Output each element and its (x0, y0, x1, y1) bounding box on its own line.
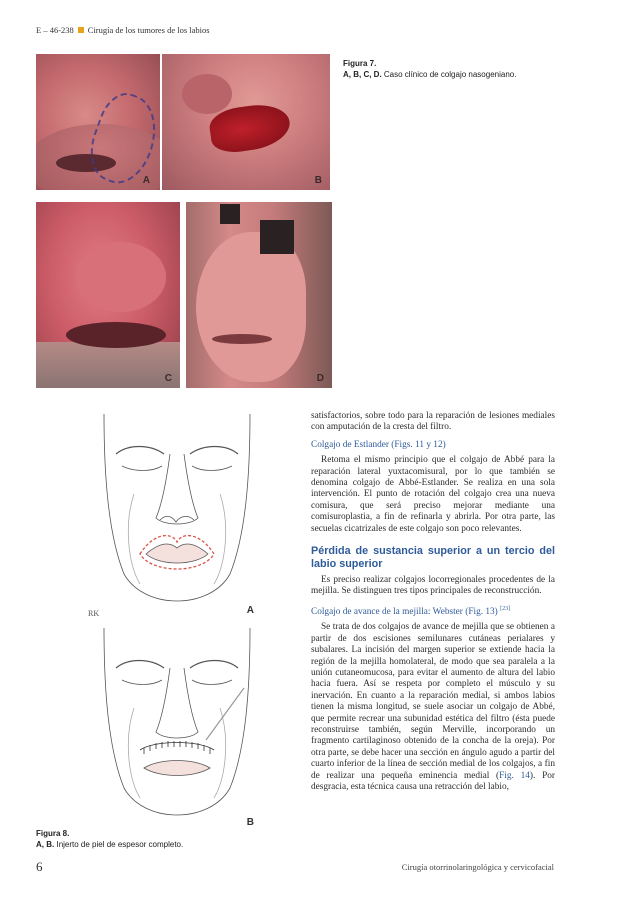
subheading-webster-text: Colgajo de avance de la mejilla: Webster (Fig. 13) (311, 606, 498, 617)
book-title: Cirugía otorrinolaringológica y cervicofacial (401, 862, 554, 872)
body-paragraph-4-part-a: Se trata de dos colgajos de avance de mejilla que se obtienen a partir de dos escisiones semilunares cutáneas perialares y subalares. La incisión del margen superior se extiende hacia la región de la mejilla homolateral, de modo que sea paralela a la unión cutaneomucosa, para evitar el aumento de altura del labio hacia fuera. Así se respeta por completo el músculo y su inervación. En cuanto a la reparación medial, si ambos labios tienen la misma longitud, se suele asociar un colgajo de Abbé, que permite recrear una subunidad estética del filtro (ésta puede reconstruirse también, según Merville, incorporando un fragmento cartilaginoso obtenido de la concha de la oreja). Por otra parte, se debe hacer una sección en ángulo agudo a partir del cuarto inferior de la línea de sección medial de los colgajos, a fin de realizar una pequeña eminencia medial ( (311, 622, 555, 781)
body-paragraph-4 (311, 622, 555, 793)
face-drawing-a (94, 414, 260, 620)
section-heading: Pérdida de sustancia superior a un tercio del labio superior (311, 545, 555, 571)
body-paragraph-2: Retoma el mismo principio que el colgajo de Abbé para la reparación lateral yuxtacomisural, por lo que también se denomina colgajo de Abbé-Estlander. Se realiza en una sola intervención. El punto de rotación del colgajo crea una nueva comisura, que será preciso mejorar mediante una comisuroplastia, a fin de refinarla y abrirla. Por otra parte, las secuelas cicatrizales de este colgajo son poco relevantes. (311, 455, 555, 534)
subheading-webster (311, 604, 555, 619)
figure-14-link[interactable]: Fig. 14 (499, 770, 530, 781)
photo-label-a: A (142, 175, 150, 186)
figure7-caption-title: Figura 7. (343, 59, 377, 68)
drawing-label-b: B (246, 817, 254, 828)
photo-label-c: C (164, 373, 172, 384)
figure7-photo-b (162, 54, 330, 190)
figure7-caption-text: Caso clínico de colgajo nasogeniano. (383, 69, 517, 79)
body-paragraph-1: satisfactorios, sobre todo para la reparación de lesiones mediales con amputación de la cresta del filtro. (311, 411, 555, 433)
figure8-drawing-a (88, 414, 260, 620)
figure8-caption (36, 829, 256, 851)
subheading-estlander: Colgajo de Estlander (Figs. 11 y 12) (311, 439, 446, 450)
figure8-caption-parts: A, B. (36, 839, 55, 849)
illustrator-signature: RK (88, 609, 100, 618)
page-number: 6 (36, 859, 43, 874)
reference-23[interactable]: [23] (500, 605, 511, 612)
photo-label-d: D (316, 373, 324, 384)
header-title: Cirugía de los tumores de los labios (87, 25, 210, 35)
face-drawing-b (94, 628, 260, 830)
figure7-photo-d (186, 202, 332, 388)
figure7-caption-parts: A, B, C, D. (343, 69, 382, 79)
figure7-caption (343, 59, 573, 81)
body-paragraph-4-part-b: ). Por desgracia, esta técnica causa una retracción del labio, (311, 770, 555, 793)
header-square-icon (78, 27, 84, 33)
figure8-caption-text: Injerto de piel de espesor completo. (56, 839, 184, 849)
body-paragraph-3: Es preciso realizar colgajos locorregionales procedentes de la mejilla. Se distinguen tres tipos principales de reconstrucción. (311, 575, 555, 597)
figure7-photo-c (36, 202, 180, 388)
article-code: E – 46-238 (36, 25, 74, 35)
drawing-label-a: A (246, 605, 254, 616)
photo-label-b: B (314, 175, 322, 186)
figure8-caption-title: Figura 8. (36, 829, 70, 838)
figure7-photo-a (36, 54, 160, 190)
body-column (311, 411, 555, 793)
running-header (36, 25, 210, 35)
figure8-drawing-b (94, 628, 260, 830)
